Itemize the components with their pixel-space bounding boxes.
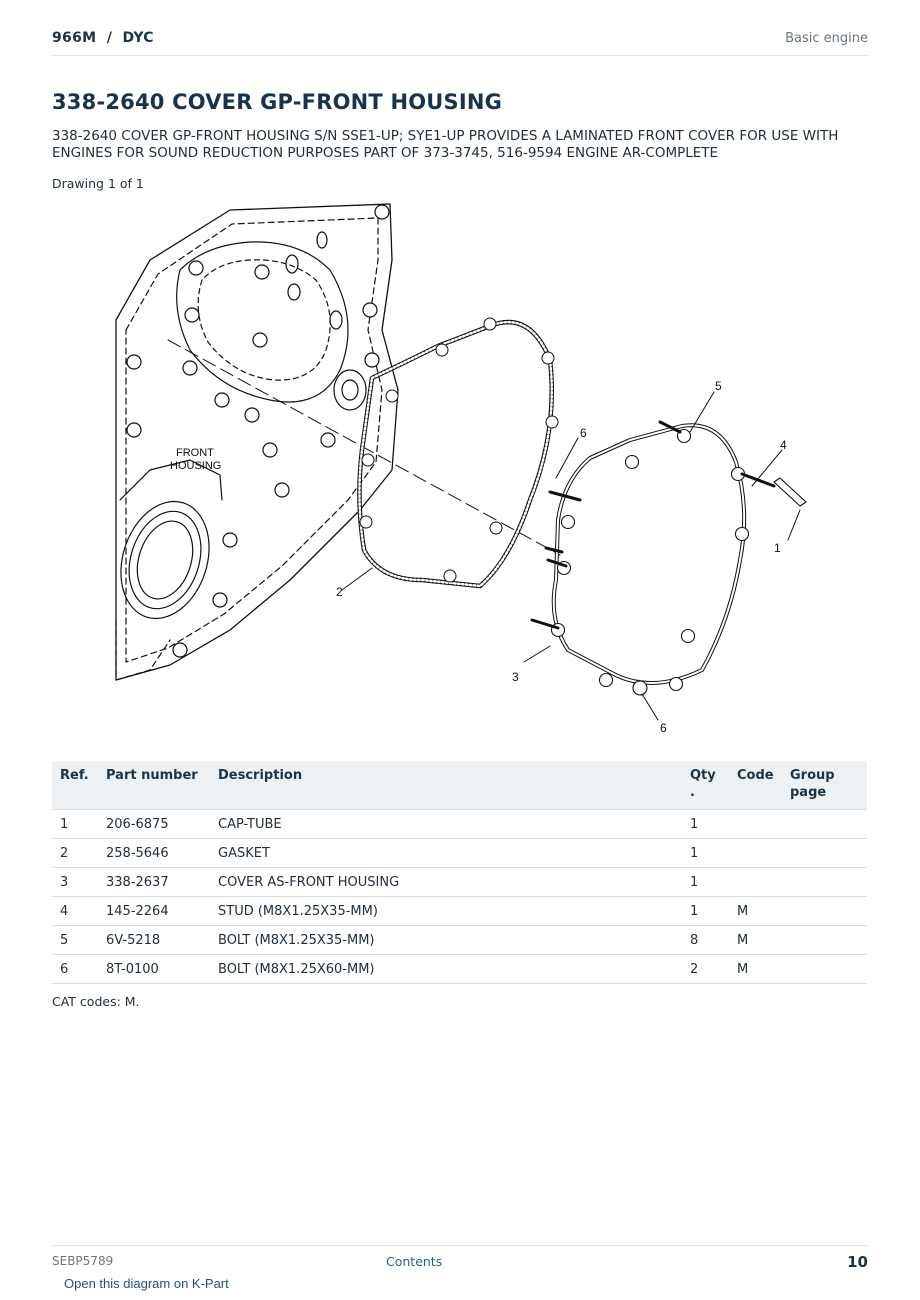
row-description: CAP-TUBE (210, 810, 682, 839)
row-part-number[interactable]: 8T-0100 (98, 955, 210, 984)
drawing-counter: Drawing 1 of 1 (52, 176, 144, 191)
row-code (729, 839, 782, 868)
table-header-row (52, 761, 867, 810)
row-ref: 6 (52, 955, 98, 984)
table-row (52, 926, 867, 955)
row-group-page (782, 839, 867, 868)
col-part-number: Part number (98, 761, 210, 810)
callout-4[interactable]: 4 (780, 438, 787, 452)
col-group-page: Group page (782, 761, 867, 810)
model-label: 966M / DYC (52, 30, 154, 46)
row-group-page (782, 868, 867, 897)
page-header (52, 28, 868, 56)
row-group-page (782, 897, 867, 926)
table-row (52, 897, 867, 926)
callout-6-upper[interactable]: 6 (580, 426, 587, 440)
row-ref: 2 (52, 839, 98, 868)
row-group-page (782, 926, 867, 955)
page-title: 338-2640 COVER GP-FRONT HOUSING (52, 90, 503, 114)
row-part-number[interactable]: 145-2264 (98, 897, 210, 926)
row-part-number[interactable]: 258-5646 (98, 839, 210, 868)
row-ref: 5 (52, 926, 98, 955)
row-code: M (729, 897, 782, 926)
row-description: GASKET (210, 839, 682, 868)
front-housing-label-line2: HOUSING (170, 460, 222, 472)
row-code: M (729, 955, 782, 984)
contents-link[interactable]: Contents (386, 1254, 443, 1269)
page-number: 10 (847, 1253, 868, 1271)
row-qty: 1 (682, 868, 729, 897)
section-label: Basic engine (785, 31, 868, 46)
table-row (52, 955, 867, 984)
col-description: Description (210, 761, 682, 810)
col-code: Code (729, 761, 782, 810)
row-ref: 3 (52, 868, 98, 897)
table-row (52, 839, 867, 868)
page-footer (52, 1245, 868, 1276)
row-qty: 1 (682, 839, 729, 868)
row-qty: 8 (682, 926, 729, 955)
row-part-number[interactable]: 338-2637 (98, 868, 210, 897)
cat-codes-note: CAT codes: M. (52, 994, 140, 1009)
callout-3[interactable]: 3 (512, 670, 519, 684)
callout-5[interactable]: 5 (715, 379, 722, 393)
col-ref: Ref. (52, 761, 98, 810)
row-part-number[interactable]: 206-6875 (98, 810, 210, 839)
kpart-diagram-link[interactable]: Open this diagram on K-Part (64, 1276, 229, 1291)
document-id: SEBP5789 (52, 1254, 114, 1268)
row-description: BOLT (M8X1.25X60-MM) (210, 955, 682, 984)
row-group-page (782, 810, 867, 839)
parts-table (52, 761, 867, 984)
group-description: 338-2640 COVER GP-FRONT HOUSING S/N SSE1-UP; SYE1-UP PROVIDES A LAMINATED FRONT COVER FOR USE WITH ENGINES FOR SOUND REDUCTION PURPOSES PART OF 373-3745, 516-9594 ENGINE AR-COMPLETE (52, 128, 839, 161)
row-code (729, 868, 782, 897)
front-cover-drawing (532, 422, 806, 695)
table-row (52, 810, 867, 839)
row-ref: 4 (52, 897, 98, 926)
row-qty: 2 (682, 955, 729, 984)
callout-2[interactable]: 2 (336, 585, 343, 599)
front-housing-label-line1: FRONT (176, 447, 214, 459)
row-ref: 1 (52, 810, 98, 839)
col-qty: Qty . (682, 761, 729, 810)
row-description: STUD (M8X1.25X35-MM) (210, 897, 682, 926)
callout-6-lower[interactable]: 6 (660, 721, 667, 735)
row-part-number[interactable]: 6V-5218 (98, 926, 210, 955)
row-qty: 1 (682, 897, 729, 926)
row-group-page (782, 955, 867, 984)
row-description: COVER AS-FRONT HOUSING (210, 868, 682, 897)
row-qty: 1 (682, 810, 729, 839)
row-code: M (729, 926, 782, 955)
row-description: BOLT (M8X1.25X35-MM) (210, 926, 682, 955)
row-code (729, 810, 782, 839)
table-row (52, 868, 867, 897)
callout-1[interactable]: 1 (774, 541, 781, 555)
exploded-parts-diagram[interactable] (110, 200, 810, 740)
